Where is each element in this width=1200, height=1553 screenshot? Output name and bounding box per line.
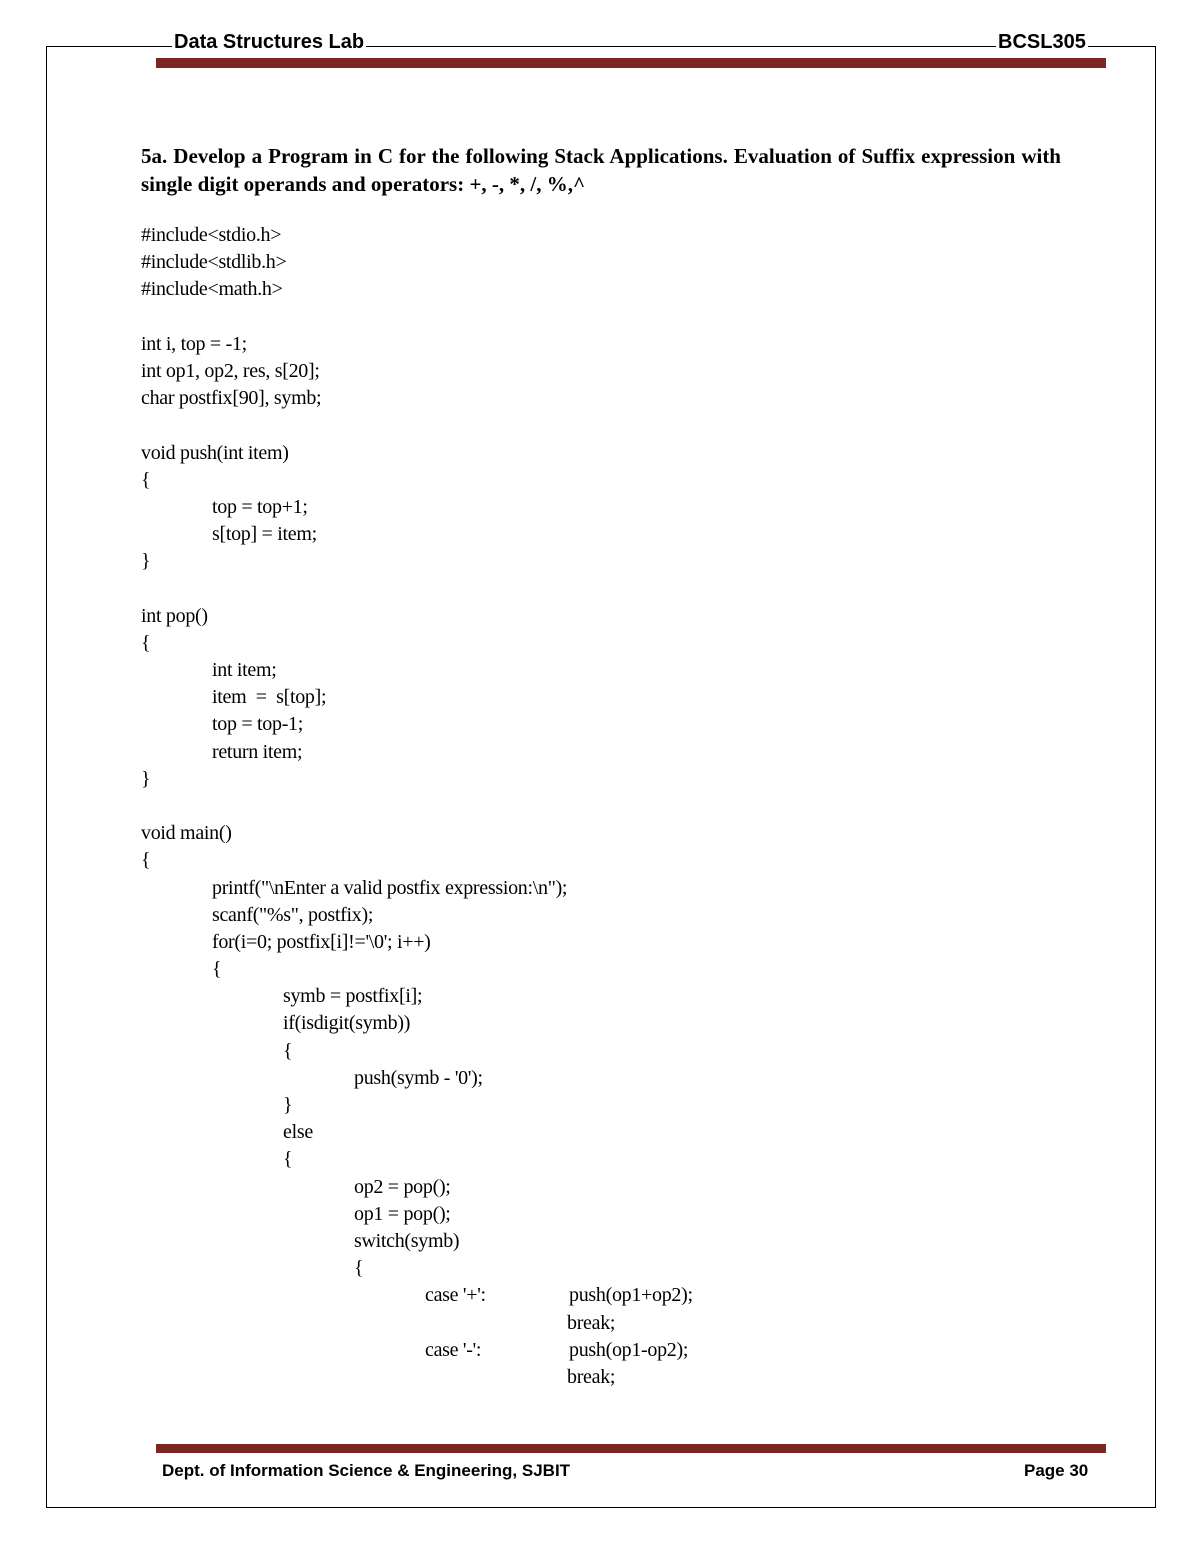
code-blank-line [141, 575, 693, 602]
code-line: { [141, 631, 151, 654]
code-line: char postfix[90], symb; [141, 387, 322, 410]
code-line: { [354, 1257, 364, 1280]
code-line: for(i=0; postfix[i]!='\0'; i++) [212, 930, 431, 953]
code-line: #include<math.h> [141, 278, 283, 301]
code-line-case [141, 1337, 693, 1364]
code-line: { [283, 1039, 293, 1062]
code-line: int op1, op2, res, s[20]; [141, 359, 320, 382]
question-heading: 5a. Develop a Program in C for the following Stack Applications. Evaluation of Suffix expression with single digit operands and operators: +, -, *, /, %,^ [141, 144, 1061, 196]
code-line: } [141, 550, 151, 573]
code-line: op1 = pop(); [354, 1202, 451, 1225]
code-line: { [141, 849, 151, 872]
code-line: return item; [212, 740, 303, 763]
code-line: { [141, 468, 151, 491]
code-line: printf("\nEnter a valid postfix expression:\n"); [212, 876, 568, 899]
code-line: top = top-1; [212, 713, 304, 736]
code-line: int item; [212, 659, 277, 681]
code-line: s[top] = item; [212, 523, 317, 546]
code-line: else [283, 1121, 313, 1144]
code-listing [141, 222, 693, 1391]
code-line: symb = postfix[i]; [283, 985, 423, 1008]
code-line: int i, top = -1; [141, 332, 247, 355]
code-line: int pop() [141, 604, 208, 627]
footer-department: Dept. of Information Science & Engineering, SJBIT [162, 1461, 571, 1480]
header-rule [156, 58, 1106, 68]
code-blank-line [141, 793, 693, 820]
code-line: #include<stdlib.h> [141, 251, 287, 274]
code-line: } [283, 1094, 293, 1116]
code-line: #include<stdio.h> [141, 224, 282, 246]
case-statement: push(op1+op2); [569, 1284, 693, 1307]
code-line: { [283, 1148, 293, 1171]
footer-rule [156, 1444, 1106, 1453]
code-line: op2 = pop(); [354, 1175, 451, 1198]
case-label: case '+': [425, 1284, 486, 1307]
page-number: Page 30 [1024, 1461, 1089, 1480]
code-line: break; [567, 1311, 616, 1334]
code-line: if(isdigit(symb)) [283, 1012, 411, 1035]
code-line: void push(int item) [141, 441, 289, 464]
code-line: push(symb - '0'); [354, 1066, 483, 1089]
code-blank-line [141, 412, 693, 439]
code-blank-line [141, 304, 693, 331]
header-course-code: BCSL305 [998, 31, 1086, 53]
header-course-title: Data Structures Lab [174, 31, 365, 53]
code-line-case [141, 1282, 693, 1309]
case-label: case '-': [425, 1338, 482, 1361]
case-statement: push(op1-op2); [569, 1338, 689, 1361]
code-line: { [212, 958, 222, 981]
code-line: item = s[top]; [212, 686, 327, 709]
code-line: void main() [141, 822, 232, 845]
code-line: } [141, 767, 151, 790]
code-line: switch(symb) [354, 1229, 460, 1252]
code-line: scanf("%s", postfix); [212, 903, 374, 926]
code-line: break; [567, 1365, 616, 1388]
code-line: top = top+1; [212, 495, 308, 518]
